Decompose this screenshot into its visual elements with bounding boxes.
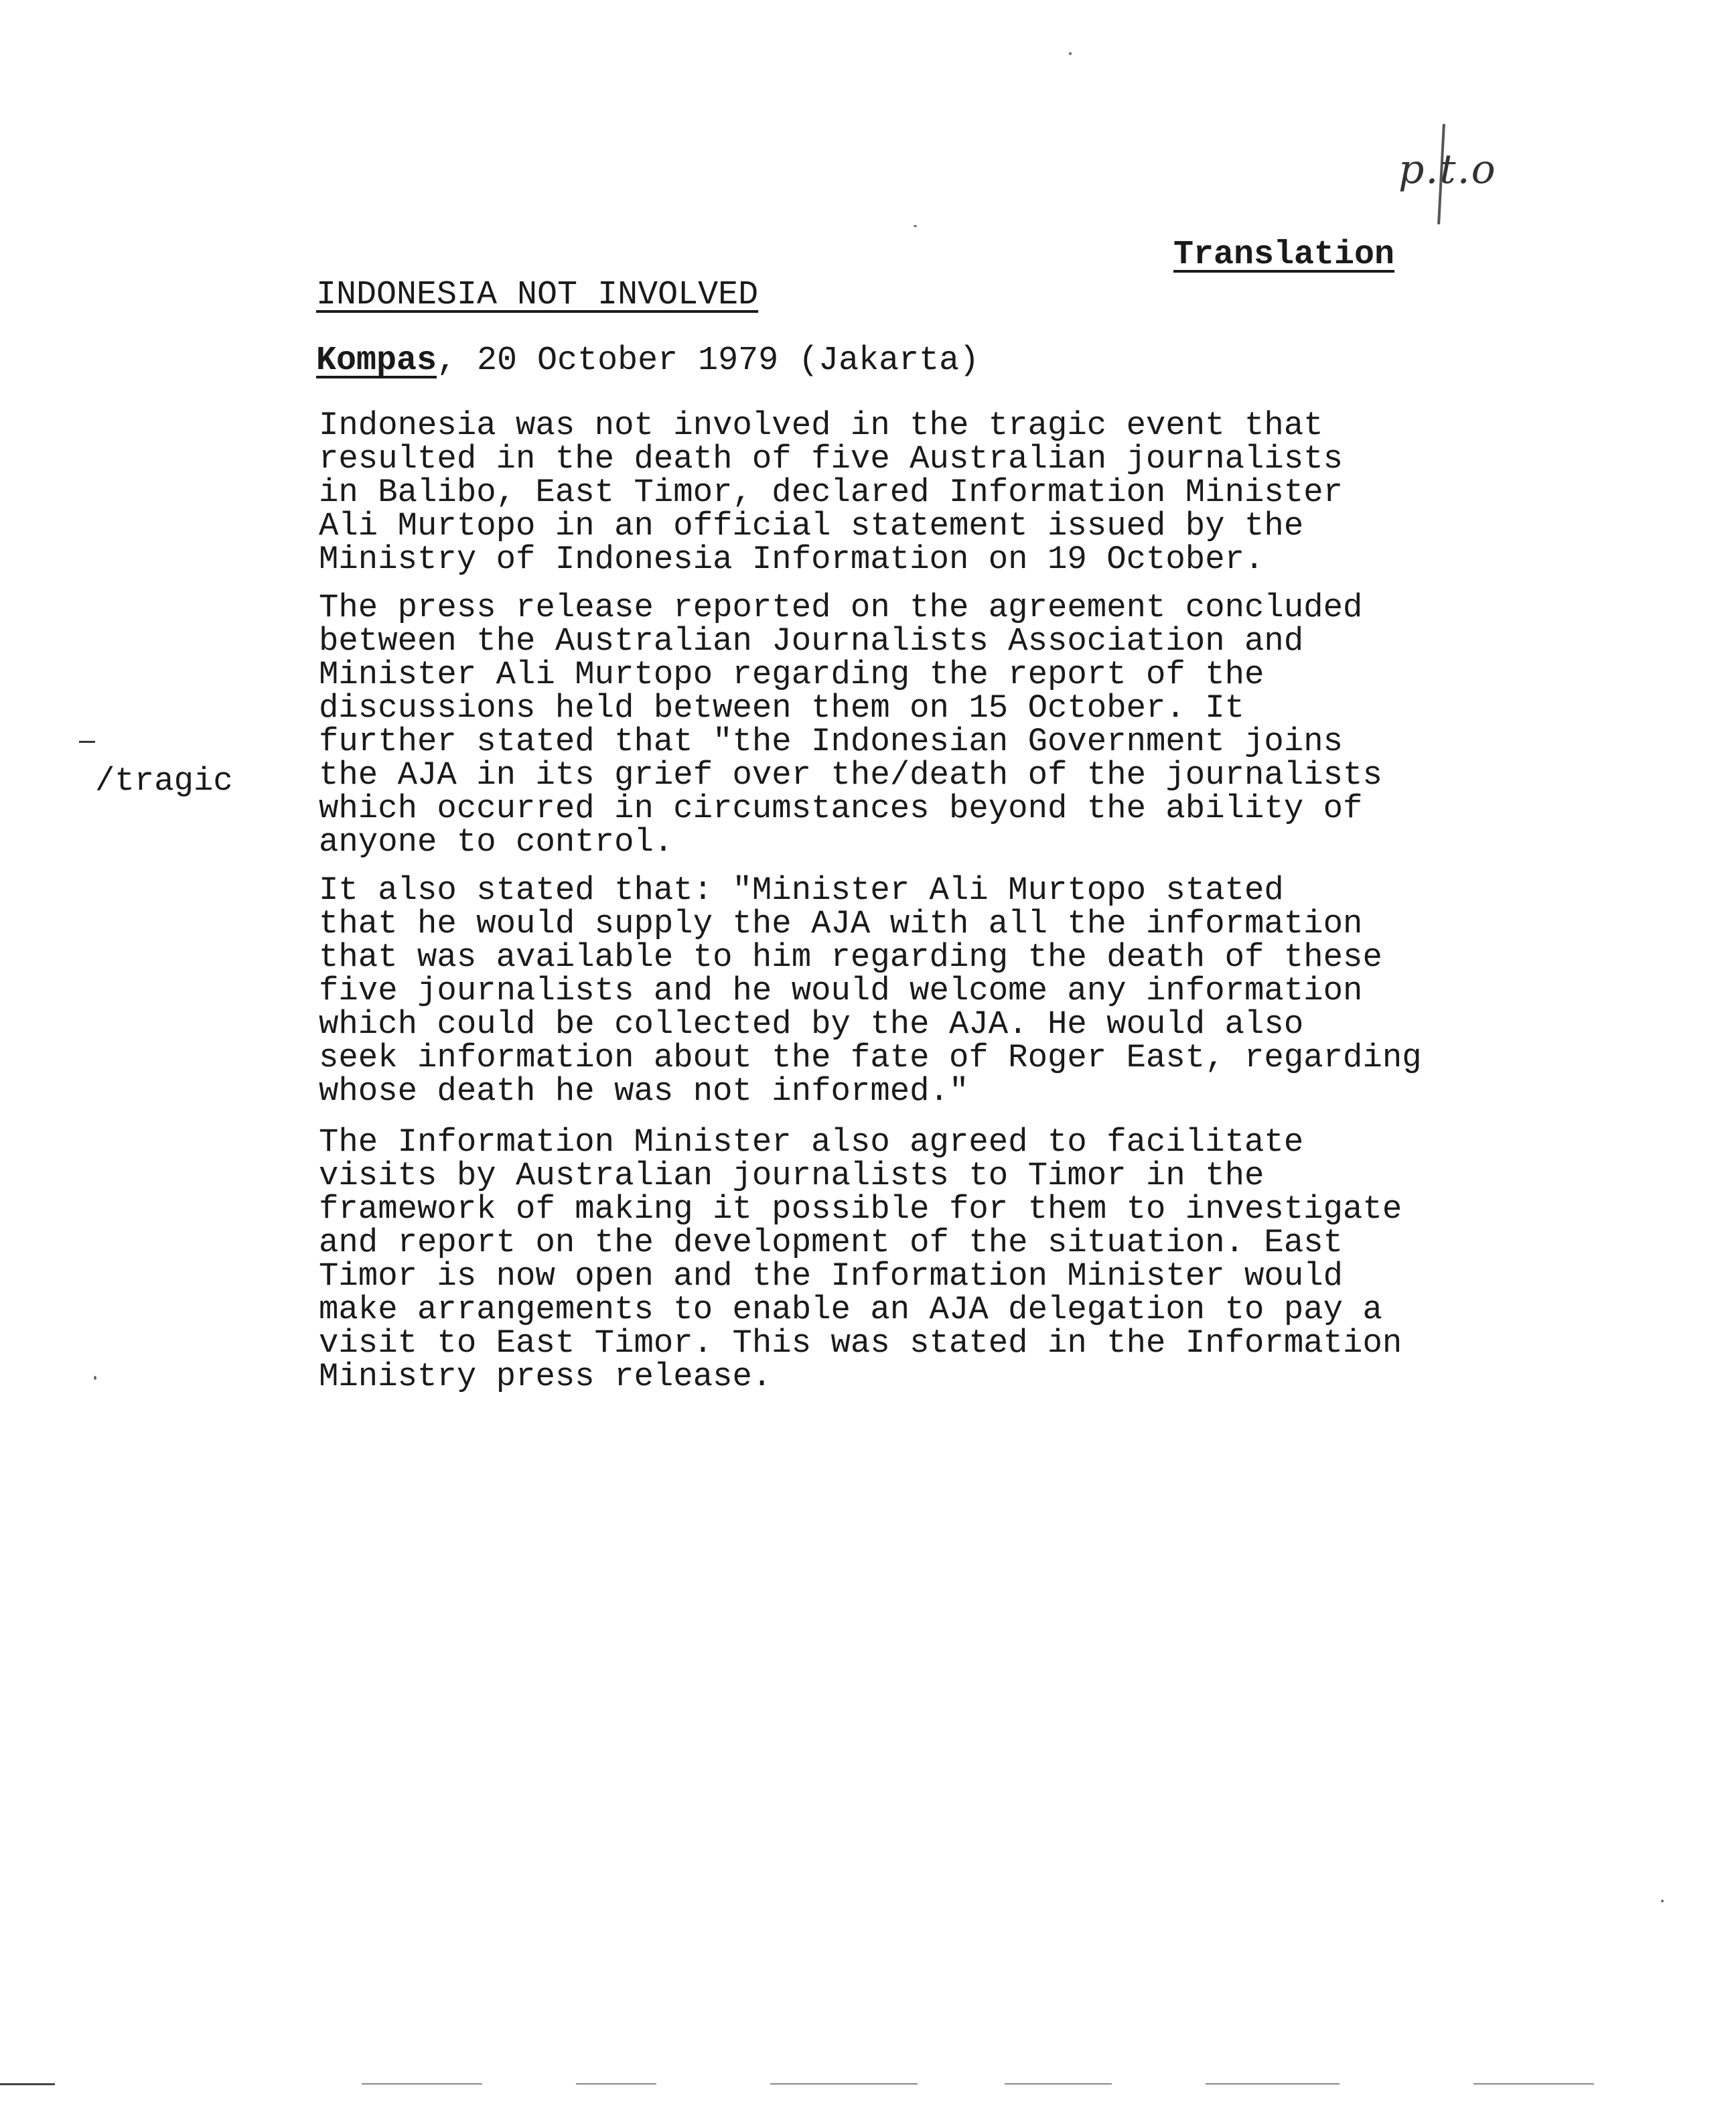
- scan-edge-line: [1206, 2083, 1340, 2085]
- scan-edge-line: [362, 2083, 482, 2085]
- paragraph-4: The Information Minister also agreed to facilitate visits by Australian journalists to Timor in the framework of making it possible for them to investigate and report on the development of the situation. East Timor is now open and the Information Minister would make arrangements to enable an AJA delegation to pay a visit to East Timor. This was stated in the Information Ministry press release.: [319, 1123, 1402, 1395]
- translation-label: Translation: [1173, 236, 1395, 274]
- paragraph-2: The press release reported on the agreement concluded between the Australian Journalists Association and Minister Ali Murtopo regarding the report of the discussions held between them on 15 October. It further stated that "the Indonesian Government joins the AJA in its grief over the/death of the journalists which occurred in circumstances beyond the ability of anyone to control.: [319, 589, 1382, 861]
- scan-speck: [1069, 52, 1072, 55]
- handwritten-pto-note: p.t.o: [1398, 146, 1497, 193]
- dateline: , 20 October 1979 (Jakarta): [437, 342, 980, 380]
- scan-edge-line: [770, 2083, 918, 2085]
- scan-speck: [94, 1376, 96, 1380]
- scan-edge-line: [1005, 2083, 1112, 2085]
- margin-note: /tragic: [95, 762, 233, 800]
- paragraph-3: It also stated that: "Minister Ali Murtopo stated that he would supply the AJA with all the information that was available to him regarding the death of these five journalists and he would welcome any information which could be collected by the AJA. He would also seek information about the fate of Roger East, regarding whose death he was not informed.": [319, 871, 1422, 1110]
- paragraph-1: Indonesia was not involved in the tragic event that resulted in the death of five Australian journalists in Balibo, East Timor, declared Information Minister Ali Murtopo in an official statement issued by the Ministry of Indonesia Information on 19 October.: [319, 407, 1344, 578]
- scan-speck: [1661, 1900, 1664, 1902]
- article-headline: INDONESIA NOT INVOLVED: [316, 276, 759, 314]
- scan-edge-line: [1473, 2083, 1594, 2085]
- scan-edge-line: [576, 2083, 656, 2085]
- source-line: [316, 342, 979, 380]
- publication-name: Kompas: [316, 342, 437, 380]
- margin-dash: [79, 741, 95, 743]
- scan-edge-line: [0, 2083, 55, 2085]
- scan-speck: [914, 225, 917, 227]
